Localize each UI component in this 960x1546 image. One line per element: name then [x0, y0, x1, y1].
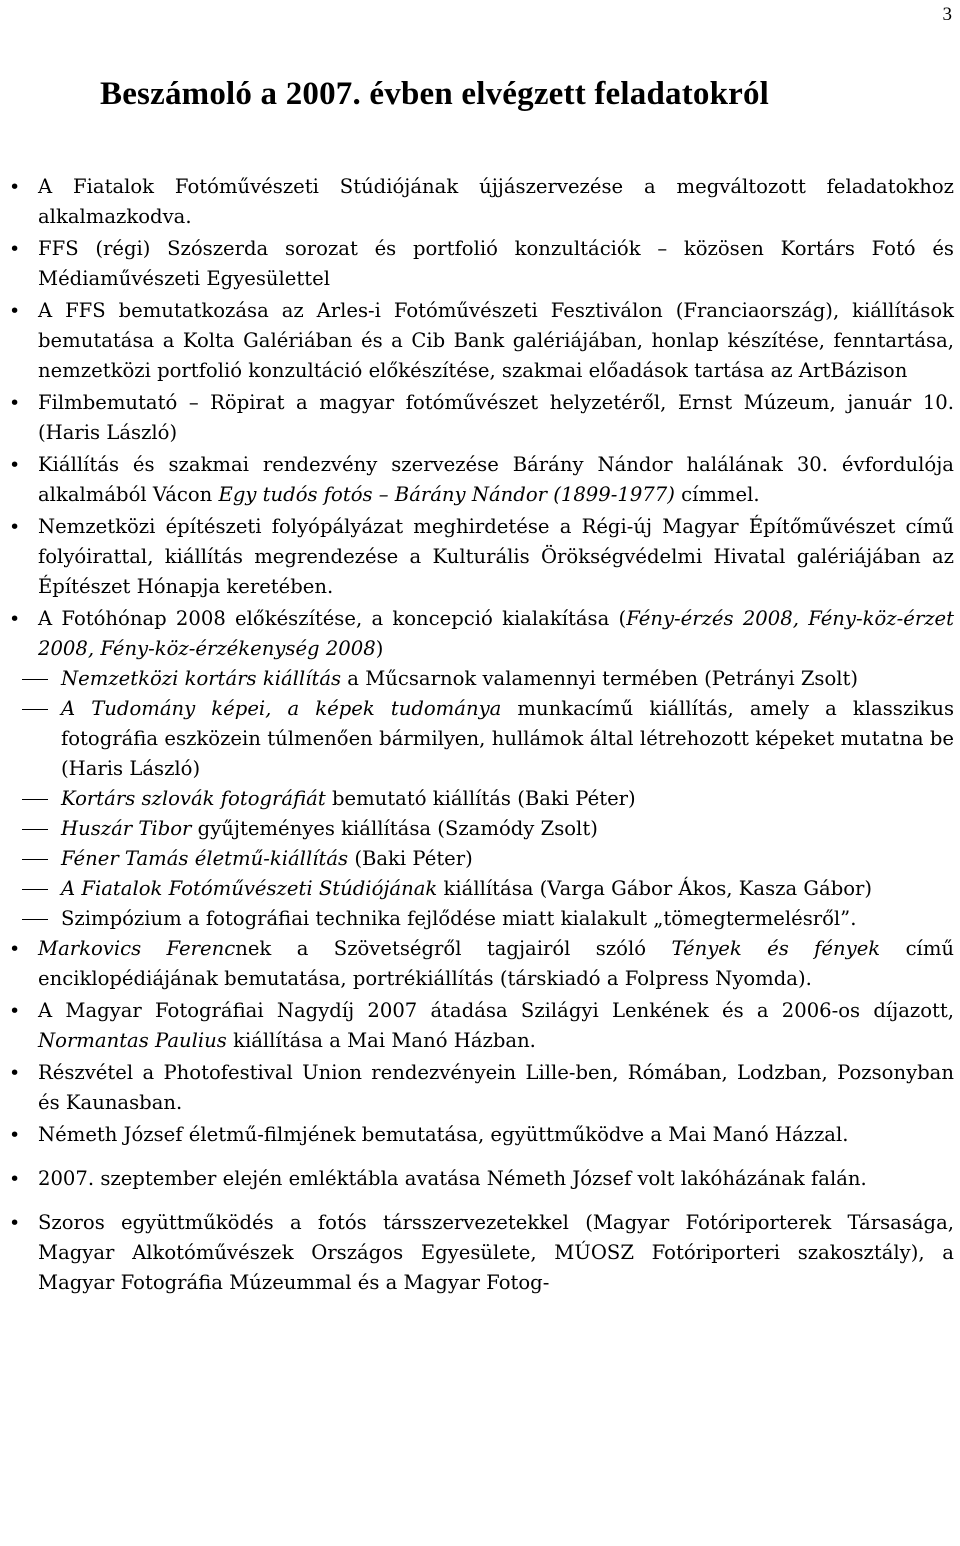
item-text: Kiállítás és szakmai rendezvény szervezése Bárány Nándor halálának 30. évfordulója alkalmából Vácon	[38, 453, 954, 506]
item-text: Részvétel a Photofestival Union rendezvényein Lille-ben, Rómában, Lodzban, Pozsonyban és Kaunasban.	[38, 1061, 954, 1114]
list-item	[0, 996, 960, 1056]
item-text: (Baki Péter)	[348, 847, 473, 870]
list-item	[0, 234, 960, 294]
dash-icon	[22, 829, 48, 830]
item-emphasis: Tények és fények	[671, 937, 881, 960]
sub-list-item	[0, 874, 960, 904]
page-title: Beszámoló a 2007. évben elvégzett feladatokról	[100, 76, 770, 112]
item-text: címmel.	[674, 483, 760, 506]
list-item	[0, 388, 960, 448]
list-item	[0, 1208, 960, 1298]
sub-list-item	[0, 664, 960, 694]
dash-icon	[22, 679, 48, 680]
list-item	[0, 172, 960, 232]
item-text: munkacímű kiállítás, amely a klasszikus fotográfia eszközein túlmenően bármilyen, hullámok által létrehozott képeket mutatna be (Haris László)	[61, 697, 955, 780]
sub-list-item	[0, 814, 960, 844]
item-text: A FFS bemutatkozása az Arles-i Fotóművészeti Fesztiválon (Franciaország), kiállítások bemutatása a Kolta Galériában és a Cib Bank galériájában, honlap készítése, fenntartása, nemzetközi portfolió konzultáció előkészítése, szakmai előadások tartása az ArtBázison	[38, 299, 954, 382]
list-item	[0, 1058, 960, 1118]
list-item	[0, 604, 960, 664]
item-emphasis: Egy tudós fotós – Bárány Nándor (1899-1977)	[218, 483, 675, 506]
item-text: Filmbemutató – Röpirat a magyar fotóművészet helyzetéről, Ernst Múzeum, január 10. (Haris László)	[38, 391, 954, 444]
dash-icon	[22, 889, 48, 890]
item-text: 2007. szeptember elején emléktábla avatása Németh József volt lakóházának falán.	[38, 1167, 867, 1190]
item-text: Nemzetközi építészeti folyópályázat meghirdetése a Régi-új Magyar Építőművészet című folyóirattal, kiállítás megrendezése a Kulturális Örökségvédelmi Hivatal galériájában az Építészet Hónapja keretében.	[38, 515, 954, 598]
dash-icon	[22, 799, 48, 800]
item-emphasis: Huszár Tibor	[61, 817, 192, 840]
dash-icon	[22, 859, 48, 860]
item-text: A Magyar Fotográfiai Nagydíj 2007 átadása Szilágyi Lenkének és a 2006-os díjazott,	[38, 999, 954, 1022]
bullet-icon: •	[9, 938, 21, 960]
item-emphasis: Normantas Paulius	[38, 1029, 227, 1052]
list-item	[0, 1164, 960, 1194]
item-text: című enciklopédiájának bemutatása, portrékiállítás (társkiadó a Folpress Nyomda).	[38, 937, 955, 990]
item-text: FFS (régi) Szószerda sorozat és portfolió konzultációk – közösen Kortárs Fotó és Médiaművészeti Egyesülettel	[38, 237, 954, 290]
bullet-icon: •	[9, 1000, 21, 1022]
bullet-icon: •	[9, 1212, 21, 1234]
bullet-icon: •	[9, 454, 21, 476]
sub-list-item	[0, 694, 960, 784]
bullet-icon: •	[9, 1124, 21, 1146]
sub-list-item	[0, 904, 960, 934]
page-number: 3	[942, 4, 952, 25]
item-emphasis: A Fiatalok Fotóművészeti Stúdiójának	[61, 877, 438, 900]
item-text: gyűjteményes kiállítása (Szamódy Zsolt)	[191, 817, 598, 840]
item-emphasis: A Tudomány képei, a képek tudománya	[61, 697, 502, 720]
item-text: A Fotóhónap 2008 előkészítése, a koncepció kialakítása (	[38, 607, 627, 630]
item-emphasis: Nemzetközi kortárs kiállítás	[61, 667, 342, 690]
item-text: kiállítása (Varga Gábor Ákos, Kasza Gábor)	[437, 877, 873, 900]
dash-icon	[22, 919, 48, 920]
bullet-icon: •	[9, 300, 21, 322]
item-emphasis: Fény-érzés 2008, Fény-köz-érzet 2008, Fény-köz-érzékenység 2008	[38, 607, 954, 660]
list-item	[0, 1120, 960, 1150]
sub-list-item	[0, 784, 960, 814]
bullet-icon: •	[9, 516, 21, 538]
item-text: Németh József életmű-filmjének bemutatása, együttműködve a Mai Manó Házzal.	[38, 1123, 849, 1146]
item-text: Szoros együttműködés a fotós társszervezetekkel (Magyar Fotóriporterek Társasága, Magyar Alkotóművészek Országos Egyesülete, MÚOSZ Fotóriporteri szakosztály), a Magyar Fotográfia Múzeummal és a Magyar Fotog-	[38, 1211, 954, 1294]
item-text: A Fiatalok Fotóművészeti Stúdiójának újjászervezése a megváltozott feladatokhoz alkalmazkodva.	[38, 175, 954, 228]
list-item	[0, 512, 960, 602]
bullet-icon: •	[9, 238, 21, 260]
bullet-icon: •	[9, 176, 21, 198]
report-list	[0, 172, 960, 1298]
bullet-icon: •	[9, 1168, 21, 1190]
bullet-icon: •	[9, 392, 21, 414]
dash-icon	[22, 709, 48, 710]
item-text: )	[375, 637, 384, 660]
item-text: kiállítása a Mai Manó Házban.	[226, 1029, 536, 1052]
item-text: nek a Szövetségről tagjairól szóló	[235, 937, 672, 960]
list-item	[0, 450, 960, 510]
item-text: bemutató kiállítás (Baki Péter)	[325, 787, 636, 810]
item-emphasis: Markovics Ferenc	[38, 937, 236, 960]
item-text: a Műcsarnok valamennyi termében (Petrányi Zsolt)	[341, 667, 859, 690]
sub-list-item	[0, 844, 960, 874]
bullet-icon: •	[9, 1062, 21, 1084]
list-item	[0, 296, 960, 386]
item-emphasis: Kortárs szlovák fotográfiát	[61, 787, 326, 810]
list-item	[0, 934, 960, 994]
bullet-icon: •	[9, 608, 21, 630]
item-text: Szimpózium a fotográfiai technika fejlődése miatt kialakult „tömegtermelésről”.	[61, 907, 857, 930]
item-emphasis: Féner Tamás életmű-kiállítás	[61, 847, 349, 870]
